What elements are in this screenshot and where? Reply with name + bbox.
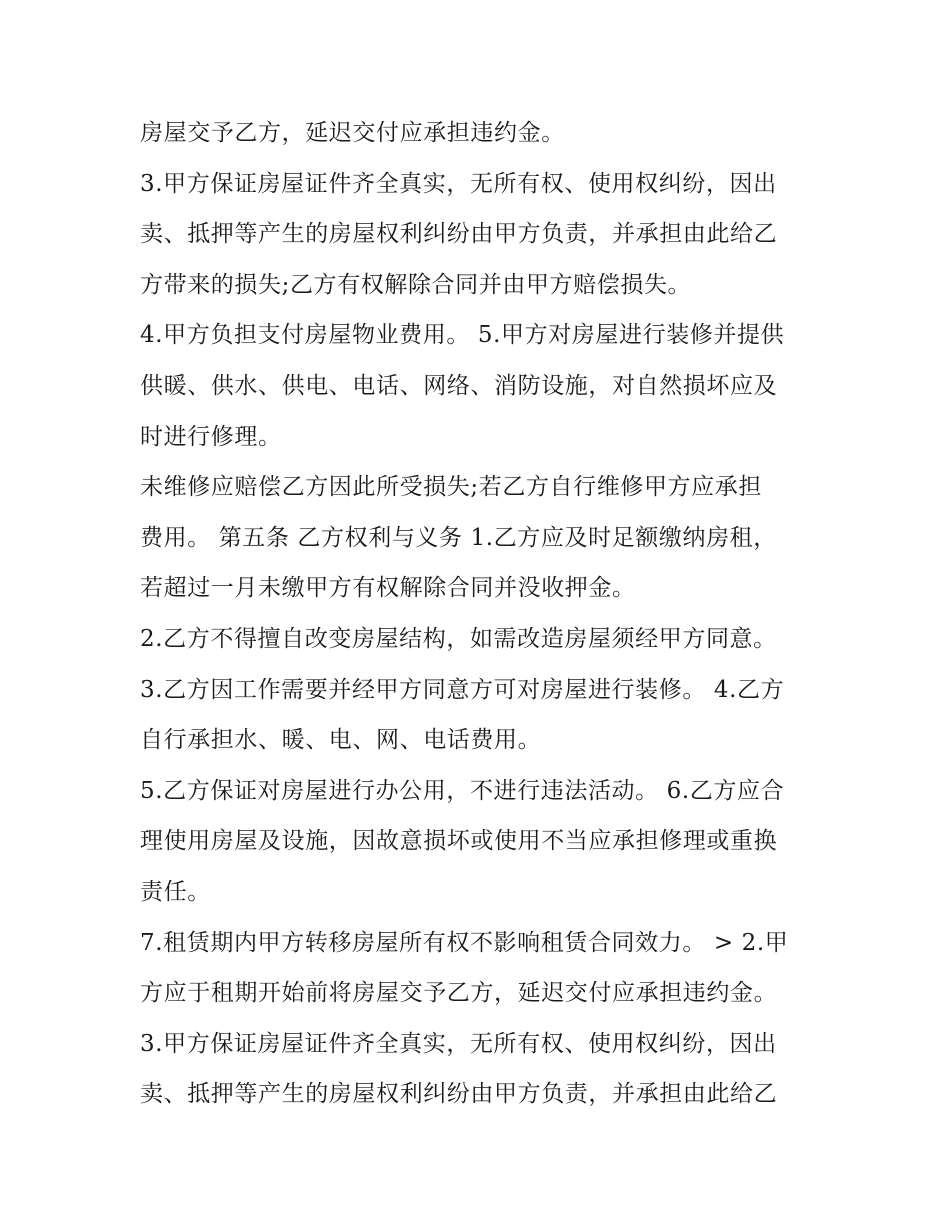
text-line: 理使用房屋及设施，因故意损坏或使用不当应承担修理或重换 bbox=[140, 828, 778, 855]
text-line: 3.甲方保证房屋证件齐全真实，无所有权、使用权纠纷，因出 bbox=[140, 1030, 777, 1057]
text-line: 2.乙方不得擅自改变房屋结构，如需改造房屋须经甲方同意。 bbox=[140, 625, 777, 652]
text-line: 方应于租期开始前将房屋交予乙方，延迟交付应承担违约金。 bbox=[140, 980, 778, 1007]
text-line: 费用。 第五条 乙方权利与义务 1.乙方应及时足额缴纳房租， bbox=[140, 524, 777, 551]
text-line: 供暖、供水、供电、电话、网络、消防设施，对自然损坏应及 bbox=[140, 372, 778, 399]
text-line: 卖、抵押等产生的房屋权利纠纷由甲方负责，并承担由此给乙 bbox=[140, 221, 778, 248]
text-line: 若超过一月未缴甲方有权解除合同并没收押金。 bbox=[140, 575, 636, 602]
text-line: 4.甲方负担支付房屋物业费用。 5.甲方对房屋进行装修并提供 bbox=[140, 322, 785, 349]
text-line: 时进行修理。 bbox=[140, 423, 282, 450]
text-line: 3.乙方因工作需要并经甲方同意方可对房屋进行装修。 4.乙方 bbox=[140, 676, 785, 703]
text-line: 责任。 bbox=[140, 878, 211, 905]
text-line: 方带来的损失;乙方有权解除合同并由甲方赔偿损失。 bbox=[140, 271, 692, 298]
contract-text-body bbox=[140, 108, 830, 1120]
text-line: 5.乙方保证对房屋进行办公用，不进行违法活动。 6.乙方应合 bbox=[140, 777, 785, 804]
text-line: 自行承担水、暖、电、网、电话费用。 bbox=[140, 727, 542, 754]
text-line: 房屋交予乙方，延迟交付应承担违约金。 bbox=[140, 120, 565, 146]
text-line: 卖、抵押等产生的房屋权利纠纷由甲方负责，并承担由此给乙 bbox=[140, 1081, 778, 1108]
text-line: 未维修应赔偿乙方因此所受损失;若乙方自行维修甲方应承担 bbox=[140, 474, 762, 501]
text-line: 7.租赁期内甲方转移房屋所有权不影响租赁合同效力。 > 2.甲 bbox=[140, 929, 789, 956]
text-line: 3.甲方保证房屋证件齐全真实，无所有权、使用权纠纷，因出 bbox=[140, 170, 777, 197]
